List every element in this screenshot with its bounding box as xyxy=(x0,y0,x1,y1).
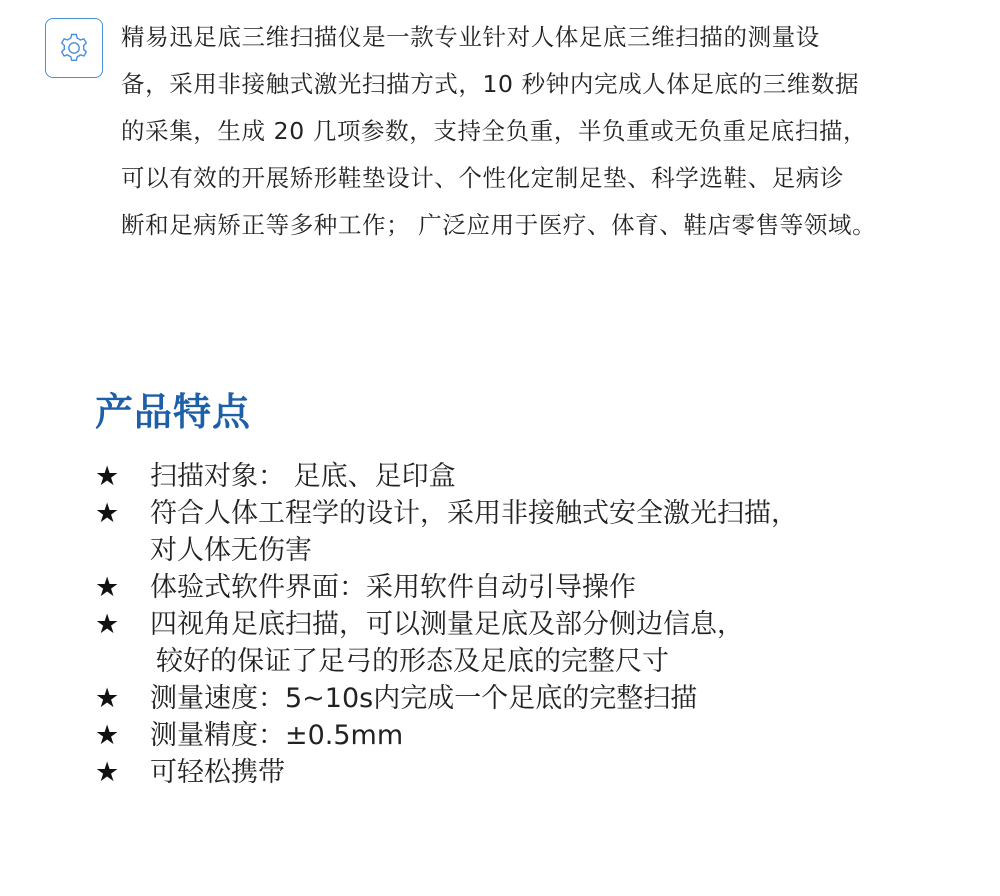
star-icon: ★ xyxy=(95,498,120,529)
feature-item xyxy=(95,680,798,717)
feature-item xyxy=(95,495,798,569)
feature-line: 四视角足底扫描，可以测量足底及部分侧边信息， xyxy=(150,609,744,640)
star-icon: ★ xyxy=(95,720,120,751)
feature-item xyxy=(95,754,798,791)
gear-icon xyxy=(57,31,91,65)
intro-line: 的采集，生成 20 几项参数，支持全负重，半负重或无负重足底扫描， xyxy=(121,117,868,145)
intro-line: 备，采用非接触式激光扫描方式，10 秒钟内完成人体足底的三维数据 xyxy=(121,70,860,98)
star-icon: ★ xyxy=(95,757,120,788)
section-title: 产品特点 xyxy=(95,390,252,434)
feature-text xyxy=(150,606,744,680)
feature-item xyxy=(95,569,798,606)
gear-icon-box xyxy=(45,18,103,78)
feature-text xyxy=(150,754,285,791)
feature-list xyxy=(95,458,798,791)
star-icon: ★ xyxy=(95,572,120,603)
intro-line: 精易迅足底三维扫描仪是一款专业针对人体足底三维扫描的测量设 xyxy=(121,23,820,51)
feature-text xyxy=(150,495,798,569)
feature-line: 符合人体工程学的设计，采用非接触式安全激光扫描， xyxy=(150,498,798,529)
star-icon: ★ xyxy=(95,683,120,714)
feature-line: 对人体无伤害 xyxy=(150,535,312,566)
feature-line: 较好的保证了足弓的形态及足底的完整尺寸 xyxy=(156,646,669,677)
feature-line: 体验式软件界面：采用软件自动引导操作 xyxy=(150,572,636,603)
feature-item xyxy=(95,458,798,495)
feature-line: 测量速度：5~10s内完成一个足底的完整扫描 xyxy=(150,683,698,714)
feature-line: 扫描对象： 足底、足印盒 xyxy=(150,461,456,492)
feature-line: 测量精度：±0.5mm xyxy=(150,720,404,751)
feature-item xyxy=(95,717,798,754)
star-icon: ★ xyxy=(95,609,120,640)
feature-line: 可轻松携带 xyxy=(150,757,285,788)
feature-text xyxy=(150,680,697,717)
feature-text xyxy=(150,569,636,606)
intro-line: 断和足病矫正等多种工作； 广泛应用于医疗、体育、鞋店零售等领域。 xyxy=(121,211,877,239)
intro-paragraph xyxy=(121,14,971,249)
intro-line: 可以有效的开展矫形鞋垫设计、个性化定制足垫、科学选鞋、足病诊 xyxy=(121,164,844,192)
star-icon: ★ xyxy=(95,461,120,492)
feature-item xyxy=(95,606,798,680)
feature-text xyxy=(150,717,403,754)
feature-text xyxy=(150,458,456,495)
